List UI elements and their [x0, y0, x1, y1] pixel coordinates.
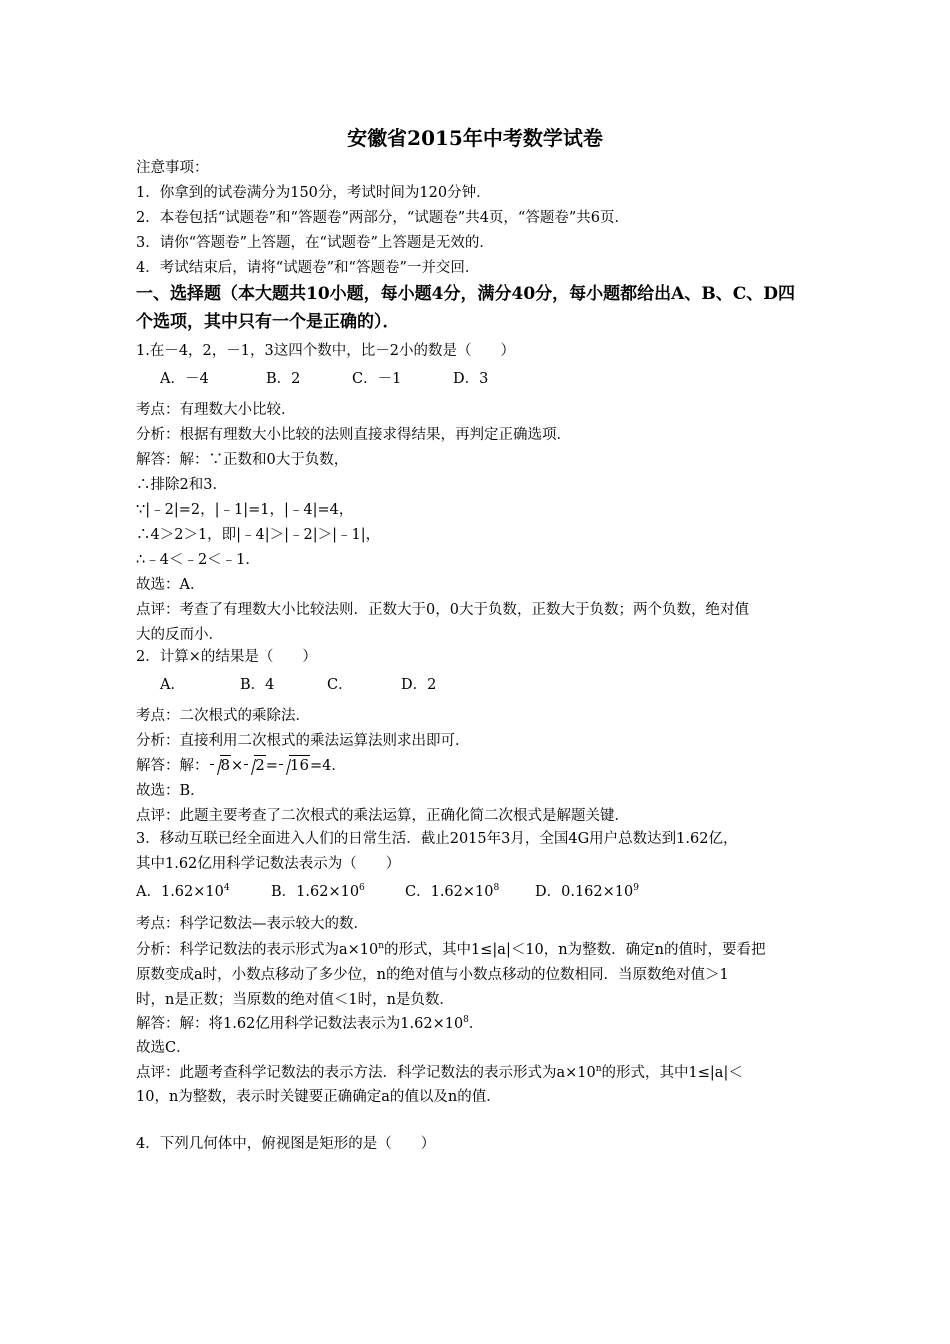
q1-jieda: 解答：解：∵正数和0大于负数， [136, 452, 349, 468]
q3-option-d [535, 882, 639, 902]
q1-stem: 1.在－4，2，－1，3这四个数中，比－2小的数是（ ） [136, 343, 515, 359]
exponent: 8 [493, 883, 500, 893]
q2-answer: 故选：B． [136, 783, 205, 799]
q1-step: ∵|﹣2|=2，|﹣1|=1，|﹣4|=4， [136, 502, 354, 518]
q3-kaodian: 考点：科学记数法—表示较大的数． [136, 916, 368, 932]
radicand: 16 [289, 756, 309, 774]
q1-option-d: D．3 [453, 371, 489, 387]
times-sign: × [231, 758, 244, 774]
q2-option-d: D．2 [401, 677, 437, 693]
q3-stem: 3．移动互联已经全面进入人们的日常生活．截止2015年3月，全国4G用户总数达到1.62亿， [136, 831, 738, 847]
sqrt-symbol [279, 755, 310, 776]
text: 的形式，其中1≤|a|＜ [601, 1065, 743, 1081]
q1-answer: 故选：A． [136, 577, 205, 593]
text: 分析：科学记数法的表示形式为a×10 [136, 942, 379, 958]
equals-sign: = [265, 758, 278, 774]
q2-option-b: B．4 [240, 677, 275, 693]
page-title: 安徽省2015年中考数学试卷 [347, 126, 603, 150]
q3-stem-cont: 其中1.62亿用科学记数法表示为（ ） [136, 856, 401, 872]
text: 解答：解：将1.62亿用科学记数法表示为1.62×10 [136, 1016, 464, 1032]
notice-item: 2．本卷包括“试题卷”和“答题卷”两部分，“试题卷”共4页，“答题卷”共6页． [136, 210, 629, 226]
q1-option-c: C．－1 [352, 371, 402, 387]
q3-option-c [405, 882, 499, 902]
notice-item: 1．你拿到的试卷满分为150分，考试时间为120分钟． [136, 185, 491, 201]
exponent: 8 [463, 1015, 469, 1025]
q2-option-a: A． [160, 677, 185, 693]
q2-jieda-prefix: 解答：解： [136, 758, 209, 774]
q2-dianping: 点评：此题主要考查了二次根式的乘法运算，正确化简二次根式是解题关键． [136, 808, 629, 824]
q1-step: ∴4＞2＞1，即|﹣4|＞|﹣2|＞|﹣1|， [136, 527, 381, 543]
q1-kaodian: 考点：有理数大小比较． [136, 402, 296, 418]
q3-fenxi-cont: 原数变成a时，小数点移动了多少位，n的绝对值与小数点移动的位数相同．当原数绝对值＞1 [136, 967, 729, 983]
q3-dianping [136, 1063, 743, 1083]
exponent: 6 [359, 883, 365, 893]
radicand: 8 [220, 756, 231, 774]
exponent: n [595, 1064, 602, 1074]
q1-step: ∴排除2和3． [136, 477, 227, 493]
exponent: 9 [633, 883, 639, 893]
text: 的形式，其中1≤|a|＜10，n为整数．确定n的值时，要看把 [384, 942, 766, 958]
option-text: A．1.62×10 [136, 884, 224, 900]
q3-option-a [136, 882, 230, 902]
q1-step: ∴﹣4＜﹣2＜﹣1． [136, 552, 260, 568]
q2-jieda [136, 755, 346, 776]
q2-result: =4． [310, 758, 346, 774]
q1-dianping-cont: 大的反而小． [136, 627, 223, 643]
q3-fenxi [136, 940, 765, 960]
q3-answer: 故选C． [136, 1040, 191, 1056]
q2-fenxi: 分析：直接利用二次根式的乘法运算法则求出即可． [136, 733, 470, 749]
q2-stem: 2．计算×的结果是（ ） [136, 649, 317, 665]
option-text: D．0.162×10 [535, 884, 634, 900]
exponent: n [378, 941, 385, 951]
sqrt-symbol [244, 755, 266, 776]
q2-kaodian: 考点：二次根式的乘除法． [136, 708, 310, 724]
option-text: B．1.62×10 [271, 884, 360, 900]
q1-fenxi: 分析：根据有理数大小比较的法则直接求得结果，再判定正确选项． [136, 427, 571, 443]
q3-fenxi-cont: 时，n是正数；当原数的绝对值＜1时，n是负数． [136, 992, 454, 1008]
notice-heading: 注意事项： [136, 160, 209, 176]
q1-dianping: 点评：考查了有理数大小比较法则．正数大于0，0大于负数，正数大于负数；两个负数，绝对值 [136, 602, 749, 618]
q2-option-c: C． [327, 677, 353, 693]
q1-option-a: A．－4 [160, 371, 209, 387]
section-heading-cont: 个选项，其中只有一个是正确的）． [136, 312, 400, 332]
section-heading: 一、选择题（本大题共10小题，每小题4分，满分40分，每小题都给出A、B、C、D四 [136, 284, 795, 304]
notice-item: 3．请你“答题卷”上答题，在“试题卷”上答题是无效的． [136, 235, 494, 251]
q3-jieda [136, 1014, 483, 1034]
q4-stem: 4．下列几何体中，俯视图是矩形的是（ ） [136, 1136, 436, 1152]
sqrt-symbol [210, 755, 232, 776]
q3-dianping-cont: 10，n为整数，表示时关键要正确确定a的值以及n的值． [136, 1089, 501, 1105]
q3-option-b [271, 882, 365, 902]
text: ． [468, 1016, 484, 1032]
text: 点评：此题考查科学记数法的表示方法．科学记数法的表示形式为a×10 [136, 1065, 596, 1081]
exponent: 4 [223, 883, 230, 893]
notice-item: 4．考试结束后，请将“试题卷”和“答题卷”一并交回． [136, 260, 480, 276]
option-text: C．1.62×10 [405, 884, 494, 900]
q1-option-b: B．2 [266, 371, 301, 387]
radicand: 2 [255, 756, 265, 774]
